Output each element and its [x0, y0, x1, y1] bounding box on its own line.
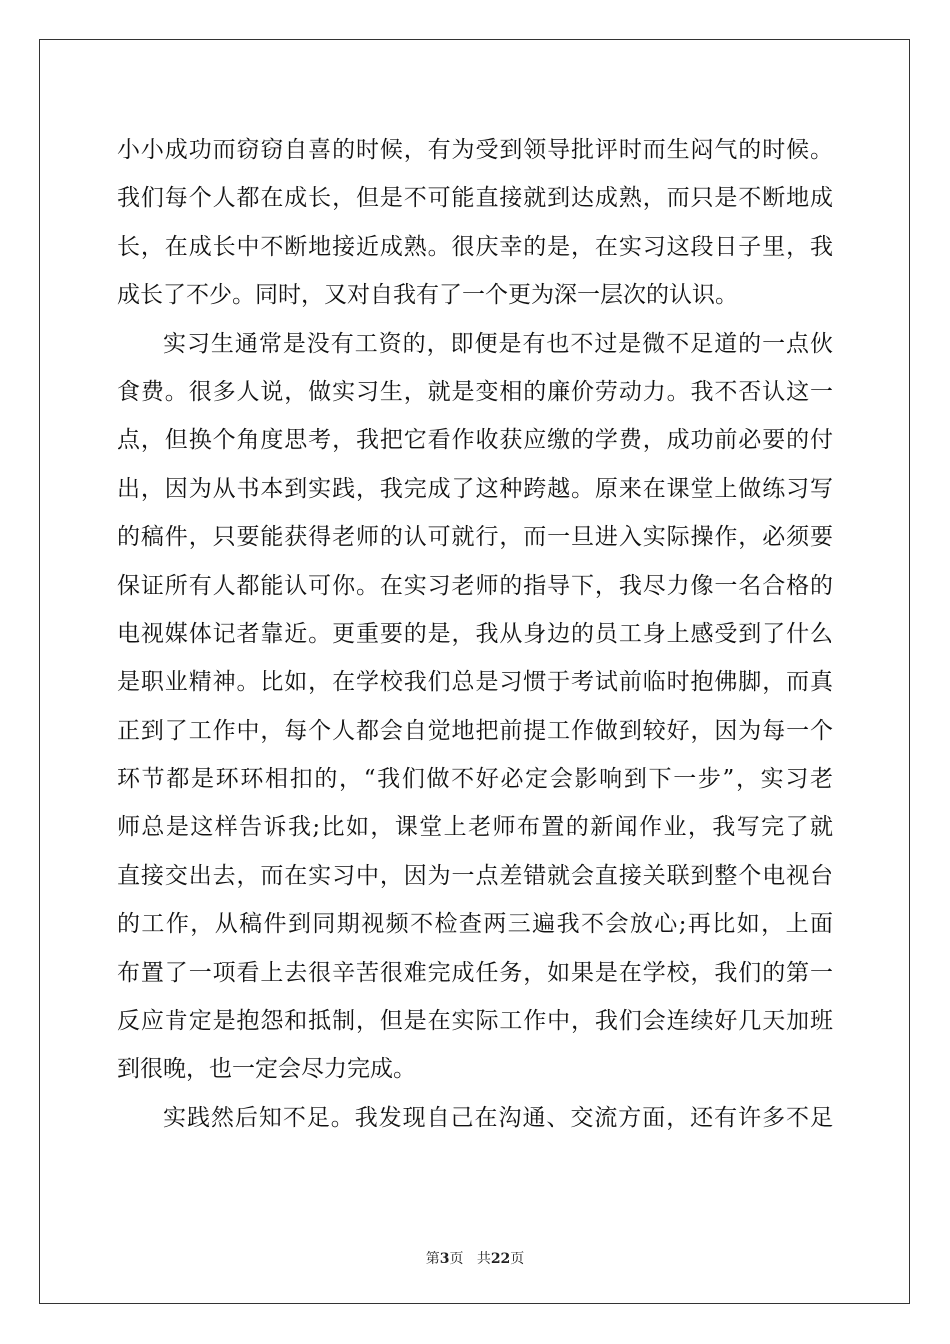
page-footer — [0, 1248, 950, 1268]
text-line: 反应肯定是抱怨和抵制，但是在实际工作中，我们会连续好几天加班 — [117, 1008, 833, 1035]
text-line: 环节都是环环相扣的，“我们做不好必定会影响到下一步”，实习老 — [117, 766, 833, 793]
text-line: 我们每个人都在成长，但是不可能直接就到达成熟，而只是不断地成 — [117, 185, 833, 212]
total-pages: 22 — [490, 1251, 511, 1267]
document-body — [117, 126, 833, 1142]
text-line: 点，但换个角度思考，我把它看作收获应缴的学费，成功前必要的付 — [117, 427, 833, 454]
text-line: 保证所有人都能认可你。在实习老师的指导下，我尽力像一名合格的 — [117, 572, 833, 599]
text-line: 正到了工作中，每个人都会自觉地把前提工作做到较好，因为每一个 — [117, 717, 833, 744]
page-number: 3 — [439, 1251, 450, 1267]
text-line: 直接交出去，而在实习中，因为一点差错就会直接关联到整个电视台 — [117, 862, 833, 889]
total-suffix: 页 — [510, 1251, 525, 1267]
paragraph-start-line: 实践然后知不足。我发现自己在沟通、交流方面，还有许多不足 — [163, 1104, 833, 1131]
text-line: 食费。很多人说，做实习生，就是变相的廉价劳动力。我不否认这一 — [117, 378, 833, 405]
paragraph-start-line: 实习生通常是没有工资的，即便是有也不过是微不足道的一点伙 — [163, 330, 833, 357]
text-line: 的工作，从稿件到同期视频不检查两三遍我不会放心;再比如，上面 — [117, 911, 833, 938]
page-suffix: 页 — [449, 1251, 464, 1267]
text-line: 到很晚，也一定会尽力完成。 — [117, 1056, 416, 1083]
page-prefix: 第 — [425, 1251, 440, 1267]
text-line: 电视媒体记者靠近。更重要的是，我从身边的员工身上感受到了什么 — [117, 620, 833, 647]
total-prefix: 共 — [476, 1251, 491, 1267]
text-line: 长，在成长中不断地接近成熟。很庆幸的是，在实习这段日子里，我 — [117, 233, 833, 260]
text-line: 出，因为从书本到实践，我完成了这种跨越。原来在课堂上做练习写 — [117, 475, 833, 502]
text-line: 布置了一项看上去很辛苦很难完成任务，如果是在学校，我们的第一 — [117, 959, 833, 986]
text-line: 师总是这样告诉我;比如，课堂上老师布置的新闻作业，我写完了就 — [117, 814, 833, 841]
text-line: 的稿件，只要能获得老师的认可就行，而一旦进入实际操作，必须要 — [117, 524, 833, 551]
text-line: 小小成功而窃窃自喜的时候，有为受到领导批评时而生闷气的时候。 — [117, 137, 833, 163]
text-line: 是职业精神。比如，在学校我们总是习惯于考试前临时抱佛脚，而真 — [117, 669, 833, 696]
text-line: 成长了不少。同时，又对自我有了一个更为深一层次的认识。 — [117, 282, 738, 309]
